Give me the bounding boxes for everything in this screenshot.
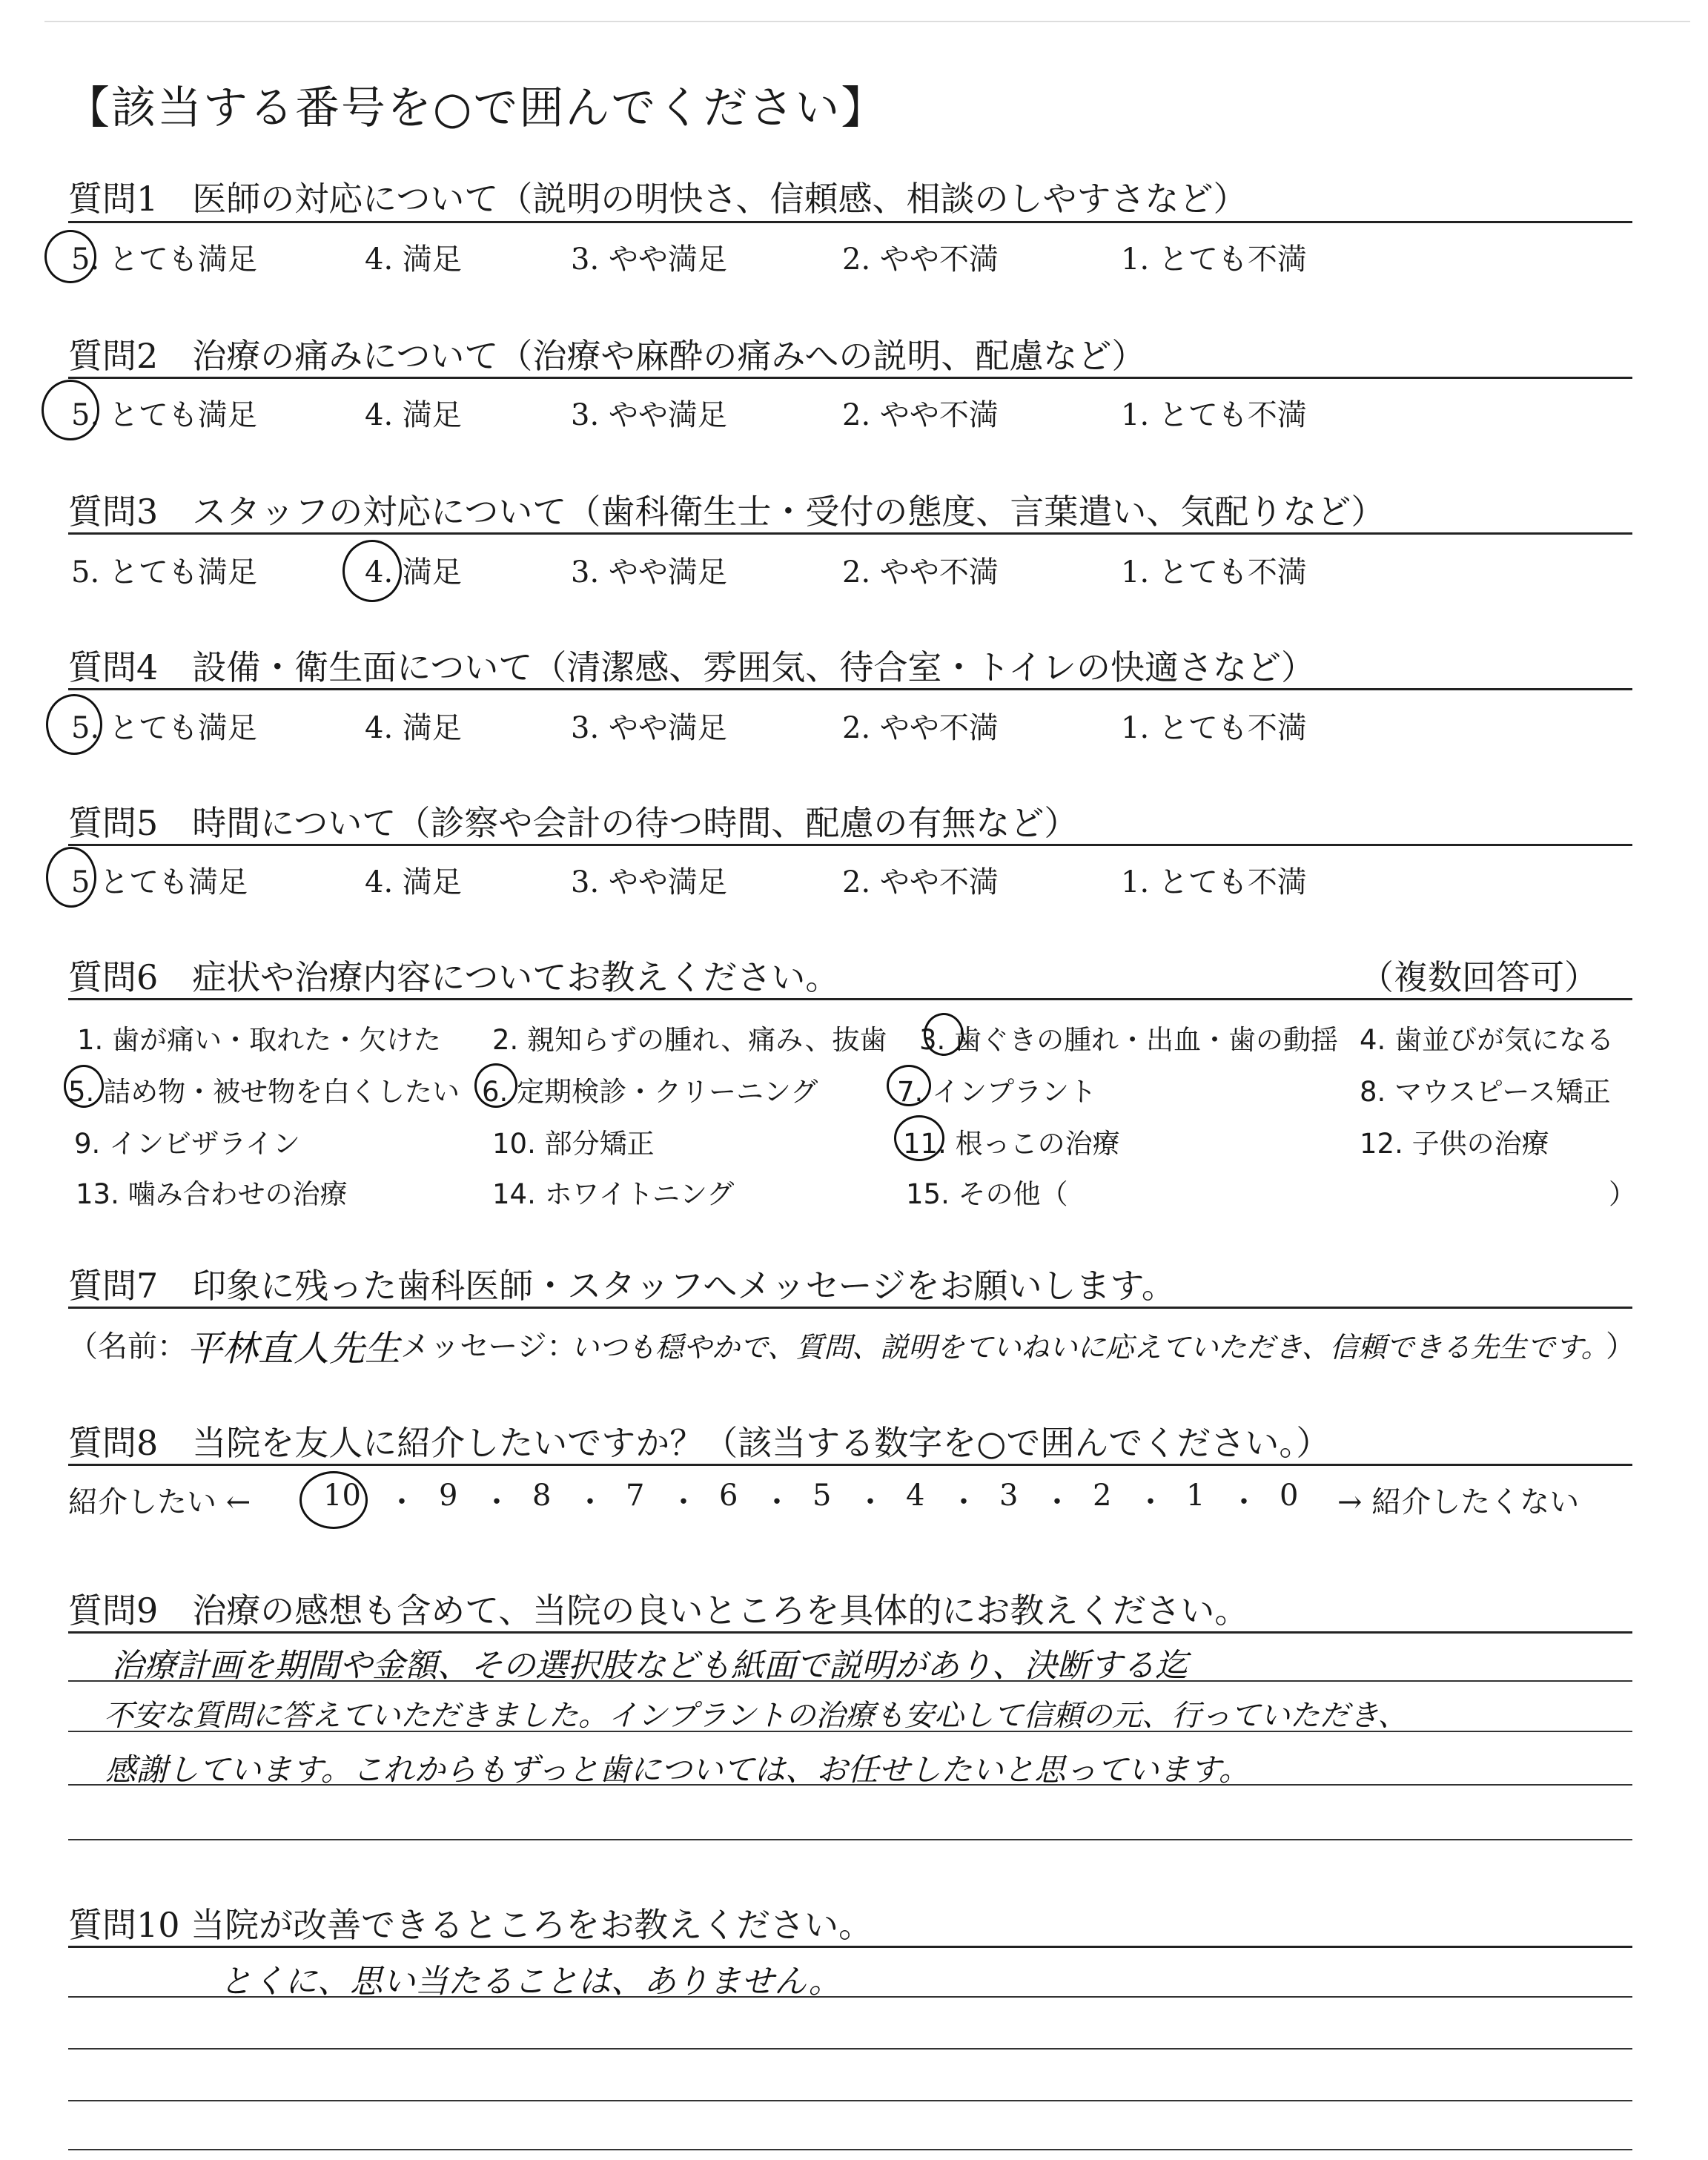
- q6-rule: [68, 998, 1632, 1000]
- q6-item-7[interactable]: 7. インプラント: [897, 1076, 1097, 1108]
- q6-title: 質問6 症状や治療内容についてお教えください。: [68, 957, 840, 997]
- q8-selected-circle: [299, 1471, 368, 1529]
- q8-dot: ・: [1229, 1485, 1259, 1519]
- q6-item-11[interactable]: 11. 根っこの治療: [903, 1128, 1120, 1160]
- q4-opt-3[interactable]: 3. やや満足: [571, 711, 727, 745]
- q1-opt-5[interactable]: 5. とても満足: [71, 242, 257, 277]
- q9-answer-line-3: 感謝しています。これからもずっと歯については、お任せしたいと思っています。: [105, 1751, 1250, 1788]
- q8-num-1[interactable]: 1: [1186, 1479, 1205, 1513]
- q3-opt-4[interactable]: 4. 満足: [365, 555, 462, 589]
- q8-dot: ・: [855, 1485, 885, 1519]
- q10-title: 質問10 当院が改善できるところをお教えください。: [68, 1905, 873, 1945]
- q10-line-3: [68, 2048, 1632, 2050]
- q3-opt-2[interactable]: 2. やや不満: [842, 555, 999, 589]
- q9-answer-line-1: 治療計画を期間や金額、その選択肢なども紙面で説明があり、決断する迄: [111, 1647, 1188, 1685]
- q5-opt-3[interactable]: 3. やや満足: [571, 865, 727, 899]
- q7-message-value: いつも穏やかで、質問、説明をていねいに応えていただき、信頼できる先生です。: [571, 1331, 1609, 1364]
- q3-opt-5[interactable]: 5. とても満足: [71, 555, 257, 589]
- q6-item-12[interactable]: 12. 子供の治療: [1360, 1128, 1549, 1160]
- q8-num-0[interactable]: 0: [1280, 1479, 1299, 1513]
- q1-opt-4[interactable]: 4. 満足: [365, 242, 462, 277]
- q5-rule: [68, 844, 1632, 846]
- q6-item-5[interactable]: 5. 詰め物・被せ物を白くしたい: [68, 1076, 460, 1108]
- q3-opt-3[interactable]: 3. やや満足: [571, 555, 727, 589]
- q8-num-7[interactable]: 7: [626, 1479, 645, 1513]
- q6-item-15[interactable]: 15. その他（: [906, 1178, 1068, 1210]
- q8-num-4[interactable]: 4: [906, 1479, 925, 1513]
- q7-title: 質問7 印象に残った歯科医師・スタッフへメッセージをお願いします。: [68, 1266, 1176, 1306]
- top-edge-line: [44, 21, 1690, 22]
- q4-opt-1[interactable]: 1. とても不満: [1121, 711, 1307, 745]
- q1-title: 質問1 医師の対応について（説明の明快さ、信頼感、相談のしやすさなど）: [68, 179, 1248, 219]
- q8-num-3[interactable]: 3: [999, 1479, 1019, 1513]
- q7-rule: [68, 1307, 1632, 1309]
- q2-opt-5[interactable]: 5. とても満足: [71, 398, 257, 432]
- q5-opt-5[interactable]: 5 とても満足: [71, 865, 248, 899]
- q5-opt-4[interactable]: 4. 満足: [365, 865, 462, 899]
- q8-dot: ・: [575, 1485, 605, 1519]
- q8-dot: ・: [949, 1485, 979, 1519]
- q7-close: ）: [1606, 1330, 1635, 1364]
- q6-selected-circle-6: [474, 1063, 517, 1108]
- q6-item-1[interactable]: 1. 歯が痛い・取れた・欠けた: [77, 1024, 442, 1056]
- q8-num-10[interactable]: 10: [323, 1479, 361, 1513]
- q2-opt-2[interactable]: 2. やや不満: [842, 398, 999, 432]
- q8-left-label: 紹介したい ←: [68, 1485, 251, 1519]
- q6-selected-circle-7: [887, 1065, 931, 1106]
- q6-item-15-close: ）: [1609, 1178, 1636, 1210]
- q7-name-value: 平林直人先生: [187, 1328, 401, 1370]
- q1-opt-2[interactable]: 2. やや不満: [842, 242, 999, 277]
- q8-dot: ・: [1136, 1485, 1165, 1519]
- q10-answer: とくに、思い当たることは、ありません。: [219, 1963, 841, 2001]
- q1-rule: [68, 221, 1632, 223]
- q6-item-13[interactable]: 13. 噛み合わせの治療: [76, 1178, 348, 1210]
- q5-selected-circle: [46, 847, 96, 908]
- q9-title: 質問9 治療の感想も含めて、当院の良いところを具体的にお教えください。: [68, 1591, 1249, 1631]
- q6-item-3[interactable]: 3. 歯ぐきの腫れ・出血・歯の動揺: [919, 1024, 1339, 1056]
- q6-note: （複数回答可）: [1360, 957, 1598, 997]
- q6-item-8[interactable]: 8. マウスピース矯正: [1360, 1076, 1611, 1108]
- q6-item-2[interactable]: 2. 親知らずの腫れ、痛み、抜歯: [492, 1024, 887, 1056]
- q2-opt-3[interactable]: 3. やや満足: [571, 398, 727, 432]
- q8-right-label: → 紹介したくない: [1337, 1485, 1580, 1519]
- q8-num-5[interactable]: 5: [812, 1479, 832, 1513]
- q7-message-label: メッセージ：: [400, 1330, 577, 1364]
- q8-num-2[interactable]: 2: [1093, 1479, 1112, 1513]
- q8-title: 質問8 当院を友人に紹介したいですか？（該当する数字を○で囲んでください。）: [68, 1423, 1331, 1463]
- q4-title: 質問4 設備・衛生面について（清潔感、雰囲気、待合室・トイレの快適さなど）: [68, 647, 1316, 687]
- q6-selected-circle-3: [924, 1013, 964, 1056]
- q6-item-6[interactable]: 6. 定期検診・クリーニング: [482, 1076, 818, 1108]
- q7-name-label: （名前：: [68, 1330, 187, 1364]
- q3-opt-1[interactable]: 1. とても不満: [1121, 555, 1307, 589]
- q8-num-8[interactable]: 8: [532, 1479, 552, 1513]
- q10-line-5: [68, 2149, 1632, 2150]
- q2-rule: [68, 377, 1632, 379]
- q8-rule: [68, 1464, 1632, 1466]
- q6-selected-circle-5: [64, 1065, 104, 1108]
- q3-title: 質問3 スタッフの対応について（歯科衛生士・受付の態度、言葉遣い、気配りなど）: [68, 492, 1386, 532]
- q2-selected-circle: [42, 380, 99, 440]
- q5-opt-1[interactable]: 1. とても不満: [1121, 865, 1307, 899]
- q6-selected-circle-11: [894, 1115, 944, 1161]
- q1-opt-1[interactable]: 1. とても不満: [1121, 242, 1307, 277]
- q4-rule: [68, 688, 1632, 690]
- q2-opt-4[interactable]: 4. 満足: [365, 398, 462, 432]
- q6-item-10[interactable]: 10. 部分矯正: [492, 1128, 655, 1160]
- q4-opt-4[interactable]: 4. 満足: [365, 711, 462, 745]
- q6-item-14[interactable]: 14. ホワイトニング: [492, 1178, 735, 1210]
- q4-selected-circle: [46, 694, 102, 755]
- q8-num-6[interactable]: 6: [719, 1479, 738, 1513]
- q4-opt-2[interactable]: 2. やや不満: [842, 711, 999, 745]
- form-heading: 【該当する番号を○で囲んでください】: [65, 82, 887, 134]
- q8-dot: ・: [762, 1485, 792, 1519]
- q3-rule: [68, 532, 1632, 535]
- q6-item-9[interactable]: 9. インビザライン: [74, 1128, 300, 1160]
- q10-rule: [68, 1946, 1632, 1948]
- q5-opt-2[interactable]: 2. やや不満: [842, 865, 999, 899]
- q8-num-9[interactable]: 9: [439, 1479, 458, 1513]
- q1-opt-3[interactable]: 3. やや満足: [571, 242, 727, 277]
- q5-title: 質問5 時間について（診察や会計の待つ時間、配慮の有無など）: [68, 803, 1079, 843]
- q2-title: 質問2 治療の痛みについて（治療や麻酔の痛みへの説明、配慮など）: [68, 336, 1146, 376]
- q9-answer-line-2: 不安な質問に答えていただきました。インプラントの治療も安心して信頼の元、行っていただき、: [104, 1699, 1408, 1733]
- q3-selected-circle: [342, 540, 402, 602]
- q8-dot: ・: [1042, 1485, 1072, 1519]
- q4-opt-5[interactable]: 5. とても満足: [71, 711, 257, 745]
- q8-dot: ・: [482, 1485, 512, 1519]
- q8-dot: ・: [669, 1485, 698, 1519]
- q8-dot: ・: [387, 1485, 417, 1519]
- q9-rule: [68, 1631, 1632, 1634]
- q2-opt-1[interactable]: 1. とても不満: [1121, 398, 1307, 432]
- q9-line-5: [68, 1839, 1632, 1840]
- q10-line-4: [68, 2100, 1632, 2101]
- q1-selected-circle: [44, 230, 96, 283]
- q6-item-4[interactable]: 4. 歯並びが気になる: [1360, 1024, 1615, 1056]
